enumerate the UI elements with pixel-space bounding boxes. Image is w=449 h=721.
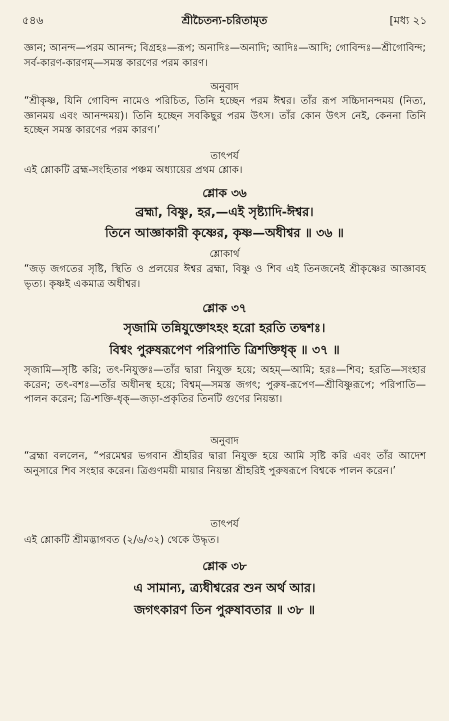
tatparya-label: তাৎপর্য — [210, 519, 239, 530]
translation-37: “ব্রহ্মা বললেন, “পরমেশ্বর ভগবান শ্রীহরির দ্বারা নিযুক্ত হয়ে আমি সৃষ্টি করি এবং তাঁর আদেশ অনুসারে শিব সংহার করেন। ত্রিগুণময়ী মায়ার নিয়ন্তা শ্রীহরিই পুরুষরূপে বিশ্বকে পালন করেন।’ — [24, 451, 426, 477]
running-title: শ্রীচৈতন্য-চরিতামৃত — [181, 14, 268, 27]
sloka-37-line-1: সৃজামি তন্নিযুক্তোঽহং হরো হরতি তদ্বশঃ। — [123, 320, 326, 335]
sloka-36-heading: শ্লোক ৩৬ — [202, 186, 247, 200]
sloka-36-line-1: ব্রহ্মা, বিষ্ণু, হর,—এই সৃষ্ট্যাদি-ঈশ্বর। — [135, 204, 314, 219]
purport-35: এই শ্লোকটি ব্রহ্ম-সংহিতার পঞ্চম অধ্যায়ের প্রথম শ্লোক। — [24, 165, 243, 176]
tatparya-label: তাৎপর্য — [210, 151, 239, 162]
page-header — [22, 12, 427, 30]
slokartha-label: শ্লোকার্থ — [209, 249, 240, 260]
purport-37: এই শ্লোকটি শ্রীমদ্ভাগবত (২/৬/৩২) থেকে উদ্ধৃত। — [24, 535, 220, 546]
anubad-label: অনুবাদ — [210, 82, 239, 93]
anubad-label: অনুবাদ — [210, 436, 239, 447]
page-number: ৫৪৬ — [22, 14, 44, 27]
synonyms-35-continued: জ্ঞান; আনন্দ—পরম আনন্দ; বিগ্রহঃ—রূপ; অনাদিঃ—অনাদি; আদিঃ—আদি; গোবিন্দঃ—শ্রীগোবিন্দ; সর্ব-কারণ-কারণম্—সমস্ত কারণের পরম কারণ। — [24, 43, 426, 69]
meaning-36: “জড় জগতের সৃষ্টি, স্থিতি ও প্রলয়ের ঈশ্বর ব্রহ্মা, বিষ্ণু ও শিব এই তিনজনেই শ্রীকৃষ্ণের আজ্ঞাবহ ভৃত্য। কৃষ্ণই একমাত্র অধীশ্বর। — [24, 264, 426, 290]
sloka-38-heading: শ্লোক ৩৮ — [202, 559, 247, 573]
sloka-36-line-2: তিনে আজ্ঞাকারী কৃষ্ণের, কৃষ্ণ—অধীশ্বর ॥ ৩৬ ॥ — [105, 225, 344, 240]
sloka-37-line-2: বিশ্বং পুরুষরূপেণ পরিপাতি ত্রিশক্তিধৃক্ ॥ ৩৭ ॥ — [109, 342, 340, 357]
sloka-37-heading: শ্লোক ৩৭ — [202, 301, 247, 315]
sloka-38-line-2: জগৎকারণ তিন পুরুষাবতার ॥ ৩৮ ॥ — [134, 602, 315, 617]
synonyms-37: সৃজামি—সৃষ্টি করি; তৎ-নিযুক্তঃ—তাঁর দ্বারা নিযুক্ত হয়ে; অহম্—আমি; হরঃ—শিব; হরতি—সংহার করেন; তৎ-বশঃ—তাঁর অধীনস্থ হয়ে; বিশ্বম্—সমস্ত জগৎ; পুরুষ-রূপেণ—শ্রীবিষ্ণুরূপে; পরিপাতি—পালন করেন; ত্রি-শক্তি-ধৃক্—জড়া-প্রকৃতির তিনটি গুণের নিয়ন্তা। — [24, 365, 426, 405]
chapter-marker: [মধ্য ২১ — [389, 14, 427, 27]
translation-35: “শ্রীকৃষ্ণ, যিনি গোবিন্দ নামেও পরিচিত, তিনি হচ্ছেন পরম ঈশ্বর। তাঁর রূপ সচ্চিদানন্দময় (নিত্য, জ্ঞানময় এবং আনন্দময়)। তিনি হচ্ছেন সবকিছুর পরম উৎস। তাঁর কোন উৎস নেই, কেননা তিনি হচ্ছেন সমস্ত কারণের পরম কারণ।’ — [24, 96, 426, 136]
sloka-38-line-1: এ সামান্য, ত্র্যধীশ্বরের শুন অর্থ আর। — [133, 580, 316, 595]
